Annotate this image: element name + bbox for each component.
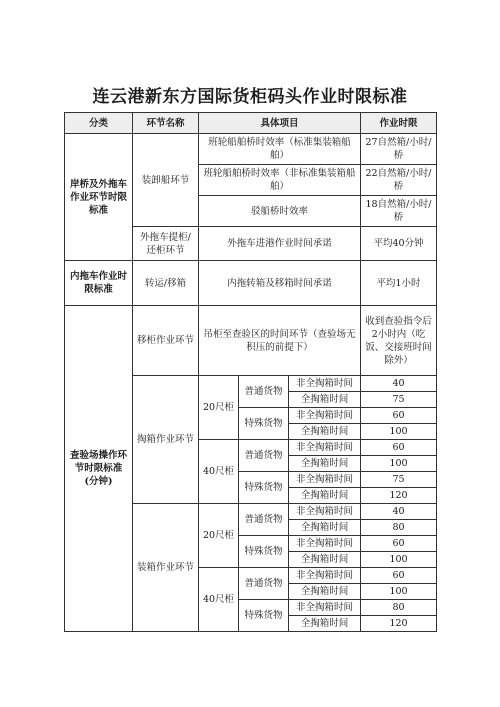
cargo-type-cell: 普通货物: [239, 376, 289, 408]
category-cell: 内拖车作业时限标准: [65, 261, 133, 306]
limit-cell: 22自然箱/小时/桥: [361, 165, 437, 196]
item-cell: 班轮船舶桥时效率（标准集装箱船舶）: [199, 134, 361, 165]
limit-cell: 60: [361, 536, 437, 552]
time-label-cell: 非全掏箱时间: [289, 600, 361, 616]
limit-cell: 27自然箱/小时/桥: [361, 134, 437, 165]
table-row: [65, 134, 437, 165]
stage-cell: 转运/移箱: [133, 261, 199, 306]
item-cell: 外拖车进港作业时间承诺: [199, 227, 361, 261]
time-label-cell: 非全掏箱时间: [289, 408, 361, 424]
limit-cell: 40: [361, 504, 437, 520]
time-label-cell: 非全掏箱时间: [289, 440, 361, 456]
standards-table: [64, 112, 437, 632]
category-cell: 查验场操作环节时限标准(分钟): [65, 306, 133, 632]
limit-cell: 80: [361, 600, 437, 616]
time-label-cell: 全掏箱时间: [289, 616, 361, 632]
time-label-cell: 非全掏箱时间: [289, 472, 361, 488]
stage-cell: 装箱作业环节: [133, 504, 199, 632]
time-label-cell: 全掏箱时间: [289, 392, 361, 408]
size-cell: 40尺柜: [199, 568, 239, 632]
header-limit: 作业时限: [361, 113, 437, 134]
time-label-cell: 全掏箱时间: [289, 424, 361, 440]
time-label-cell: 全掏箱时间: [289, 456, 361, 472]
header-category: 分类: [65, 113, 133, 134]
limit-cell: 100: [361, 584, 437, 600]
cargo-type-cell: 特殊货物: [239, 472, 289, 504]
limit-cell: 100: [361, 552, 437, 568]
limit-cell: 收到查验指令后2小时内（吃饭、交接班时间除外）: [361, 306, 437, 376]
header-row: [65, 113, 437, 134]
time-label-cell: 非全掏箱时间: [289, 568, 361, 584]
cargo-type-cell: 普通货物: [239, 504, 289, 536]
item-cell: 班轮船舶桥时效率（非标准集装箱船舶）: [199, 165, 361, 196]
category-cell: 岸桥及外拖车作业环节时限标准: [65, 134, 133, 261]
limit-cell: 80: [361, 520, 437, 536]
limit-cell: 40: [361, 376, 437, 392]
limit-cell: 75: [361, 392, 437, 408]
item-cell: 驳船桥时效率: [199, 196, 361, 227]
size-cell: 20尺柜: [199, 504, 239, 568]
header-item: 具体项目: [199, 113, 361, 134]
size-cell: 20尺柜: [199, 376, 239, 440]
time-label-cell: 非全掏箱时间: [289, 504, 361, 520]
time-label-cell: 全掏箱时间: [289, 552, 361, 568]
header-stage: 环节名称: [133, 113, 199, 134]
time-label-cell: 非全掏箱时间: [289, 536, 361, 552]
table-row: [65, 306, 437, 376]
time-label-cell: 非全掏箱时间: [289, 376, 361, 392]
table-row: [65, 261, 437, 306]
time-label-cell: 全掏箱时间: [289, 584, 361, 600]
limit-cell: 平均40分钟: [361, 227, 437, 261]
limit-cell: 60: [361, 440, 437, 456]
time-label-cell: 全掏箱时间: [289, 488, 361, 504]
limit-cell: 120: [361, 616, 437, 632]
limit-cell: 75: [361, 472, 437, 488]
time-label-cell: 全掏箱时间: [289, 520, 361, 536]
page-title: 连云港新东方国际货柜码头作业时限标准: [92, 87, 408, 107]
limit-cell: 60: [361, 568, 437, 584]
cargo-type-cell: 普通货物: [239, 568, 289, 600]
limit-cell: 120: [361, 488, 437, 504]
stage-cell: 装卸船环节: [133, 134, 199, 227]
stage-cell: 移柜作业环节: [133, 306, 199, 376]
item-cell: 吊柜至查验区的时间环节（查验场无积压的前提下）: [199, 306, 361, 376]
limit-cell: 平均1小时: [361, 261, 437, 306]
stage-cell: 掏箱作业环节: [133, 376, 199, 504]
limit-cell: 100: [361, 456, 437, 472]
limit-cell: 100: [361, 424, 437, 440]
limit-cell: 60: [361, 408, 437, 424]
cargo-type-cell: 特殊货物: [239, 536, 289, 568]
cargo-type-cell: 特殊货物: [239, 600, 289, 632]
item-cell: 内拖转箱及移箱时间承诺: [199, 261, 361, 306]
cargo-type-cell: 特殊货物: [239, 408, 289, 440]
stage-cell: 外拖车提柜/还柜环节: [133, 227, 199, 261]
cargo-type-cell: 普通货物: [239, 440, 289, 472]
limit-cell: 18自然箱/小时/桥: [361, 196, 437, 227]
size-cell: 40尺柜: [199, 440, 239, 504]
